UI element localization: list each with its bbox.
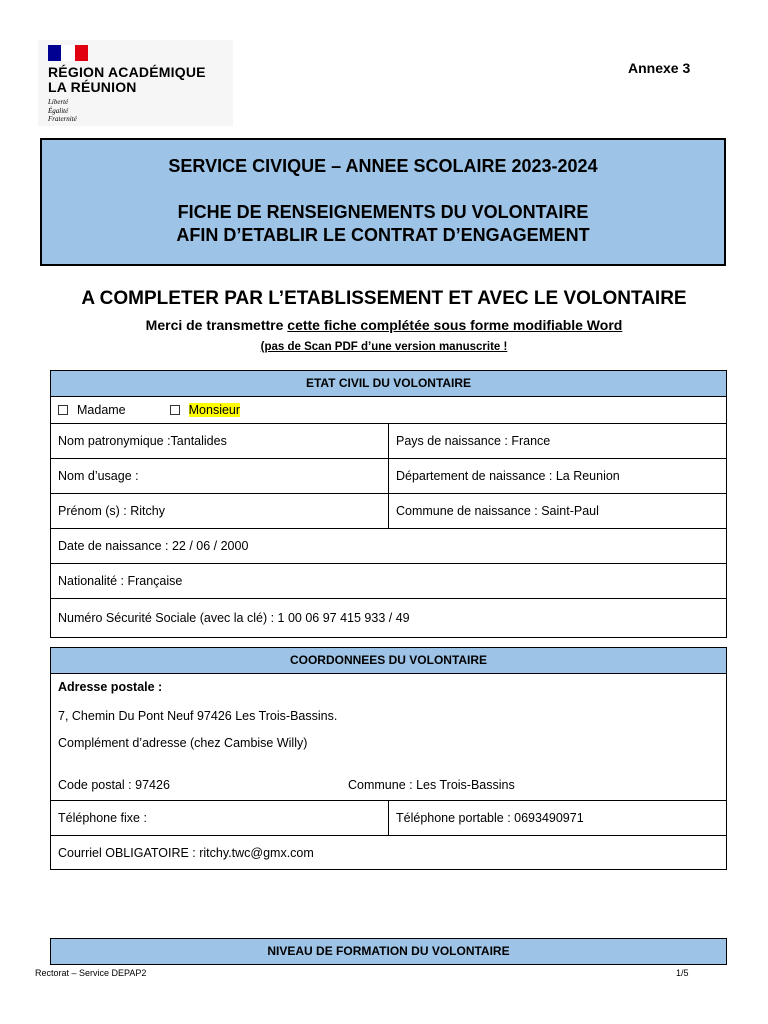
main-title: A COMPLETER PAR L’ETABLISSEMENT ET AVEC LE VOLONTAIRE [81, 288, 687, 309]
scan-note: (pas de Scan PDF d’une version manuscrite ! [260, 341, 508, 353]
telephone-fixe-field[interactable]: Téléphone fixe : [51, 801, 389, 835]
motto-liberte: Liberté [48, 98, 69, 106]
table-row [51, 424, 726, 459]
complement-adresse-field[interactable]: Complément d’adresse (chez Cambise Willy) [58, 736, 308, 750]
logo-motto [48, 98, 77, 124]
commune-naissance-field[interactable]: Commune de naissance : Saint-Paul [396, 504, 599, 518]
niveau-formation-section [50, 938, 727, 965]
table-row [51, 801, 726, 836]
instruction-plain: Merci de transmettre [145, 317, 288, 333]
gender-cell [51, 397, 726, 423]
prenom-field[interactable]: Prénom (s) : Ritchy [51, 494, 389, 528]
table-row [51, 564, 726, 599]
annexe-label: Annexe 3 [628, 60, 691, 76]
table-row [51, 494, 726, 529]
niveau-formation-header: NIVEAU DE FORMATION DU VOLONTAIRE [51, 939, 726, 964]
coordonnees-header: COORDONNEES DU VOLONTAIRE [51, 648, 726, 674]
nom-patronymique-field[interactable]: Nom patronymique :Tantalides [51, 424, 389, 458]
code-postal-field[interactable]: Code postal : 97426 [58, 778, 170, 792]
banner-line-3: AFIN D’ETABLIR LE CONTRAT D’ENGAGEMENT [176, 225, 590, 245]
nationalite-field[interactable]: Nationalité : Française [58, 574, 183, 588]
footer-service: Rectorat – Service DEPAP2 [35, 968, 147, 978]
telephone-portable-field[interactable]: Téléphone portable : 0693490971 [396, 811, 584, 825]
footer-page-number: 1/5 [676, 968, 689, 978]
date-naissance-field[interactable]: Date de naissance : 22 / 06 / 2000 [58, 539, 249, 553]
departement-naissance-field[interactable]: Département de naissance : La Reunion [396, 469, 620, 483]
commune-field[interactable]: Commune : Les Trois-Bassins [348, 778, 515, 792]
secu-field[interactable]: Numéro Sécurité Sociale (avec la clé) : 1 00 06 97 415 933 / 49 [58, 611, 410, 625]
instruction-text [0, 317, 768, 333]
logo-line-2: LA RÉUNION [48, 79, 137, 95]
adresse-field[interactable]: 7, Chemin Du Pont Neuf 97426 Les Trois-Bassins. [58, 709, 338, 723]
adresse-block [51, 674, 726, 801]
french-flag-icon [48, 45, 88, 61]
etat-civil-header: ETAT CIVIL DU VOLONTAIRE [51, 371, 726, 397]
motto-fraternite: Fraternité [48, 115, 77, 123]
table-row [51, 836, 726, 869]
pays-naissance-field[interactable]: Pays de naissance : France [396, 434, 551, 448]
instruction-underlined: cette fiche complétée sous forme modifiable Word [287, 317, 623, 333]
nom-usage-field[interactable]: Nom d’usage : [51, 459, 389, 493]
table-row [51, 599, 726, 637]
table-row [51, 529, 726, 564]
monsieur-checkbox[interactable] [170, 405, 180, 415]
adresse-label: Adresse postale : [58, 680, 163, 694]
courriel-field[interactable]: Courriel OBLIGATOIRE : ritchy.twc@gmx.com [58, 845, 314, 860]
region-logo [38, 40, 233, 126]
etat-civil-section [50, 370, 727, 638]
madame-label: Madame [77, 403, 126, 417]
logo-line-1: RÉGION ACADÉMIQUE [48, 64, 206, 80]
madame-checkbox[interactable] [58, 405, 68, 415]
banner-line-2: FICHE DE RENSEIGNEMENTS DU VOLONTAIRE [177, 202, 589, 222]
motto-egalite: Égalité [48, 106, 69, 115]
banner-line-1: SERVICE CIVIQUE – ANNEE SCOLAIRE 2023-2024 [168, 156, 598, 176]
gender-row [51, 397, 726, 424]
title-banner [40, 138, 726, 266]
monsieur-label: Monsieur [188, 403, 241, 417]
table-row [51, 459, 726, 494]
coordonnees-section [50, 647, 727, 870]
